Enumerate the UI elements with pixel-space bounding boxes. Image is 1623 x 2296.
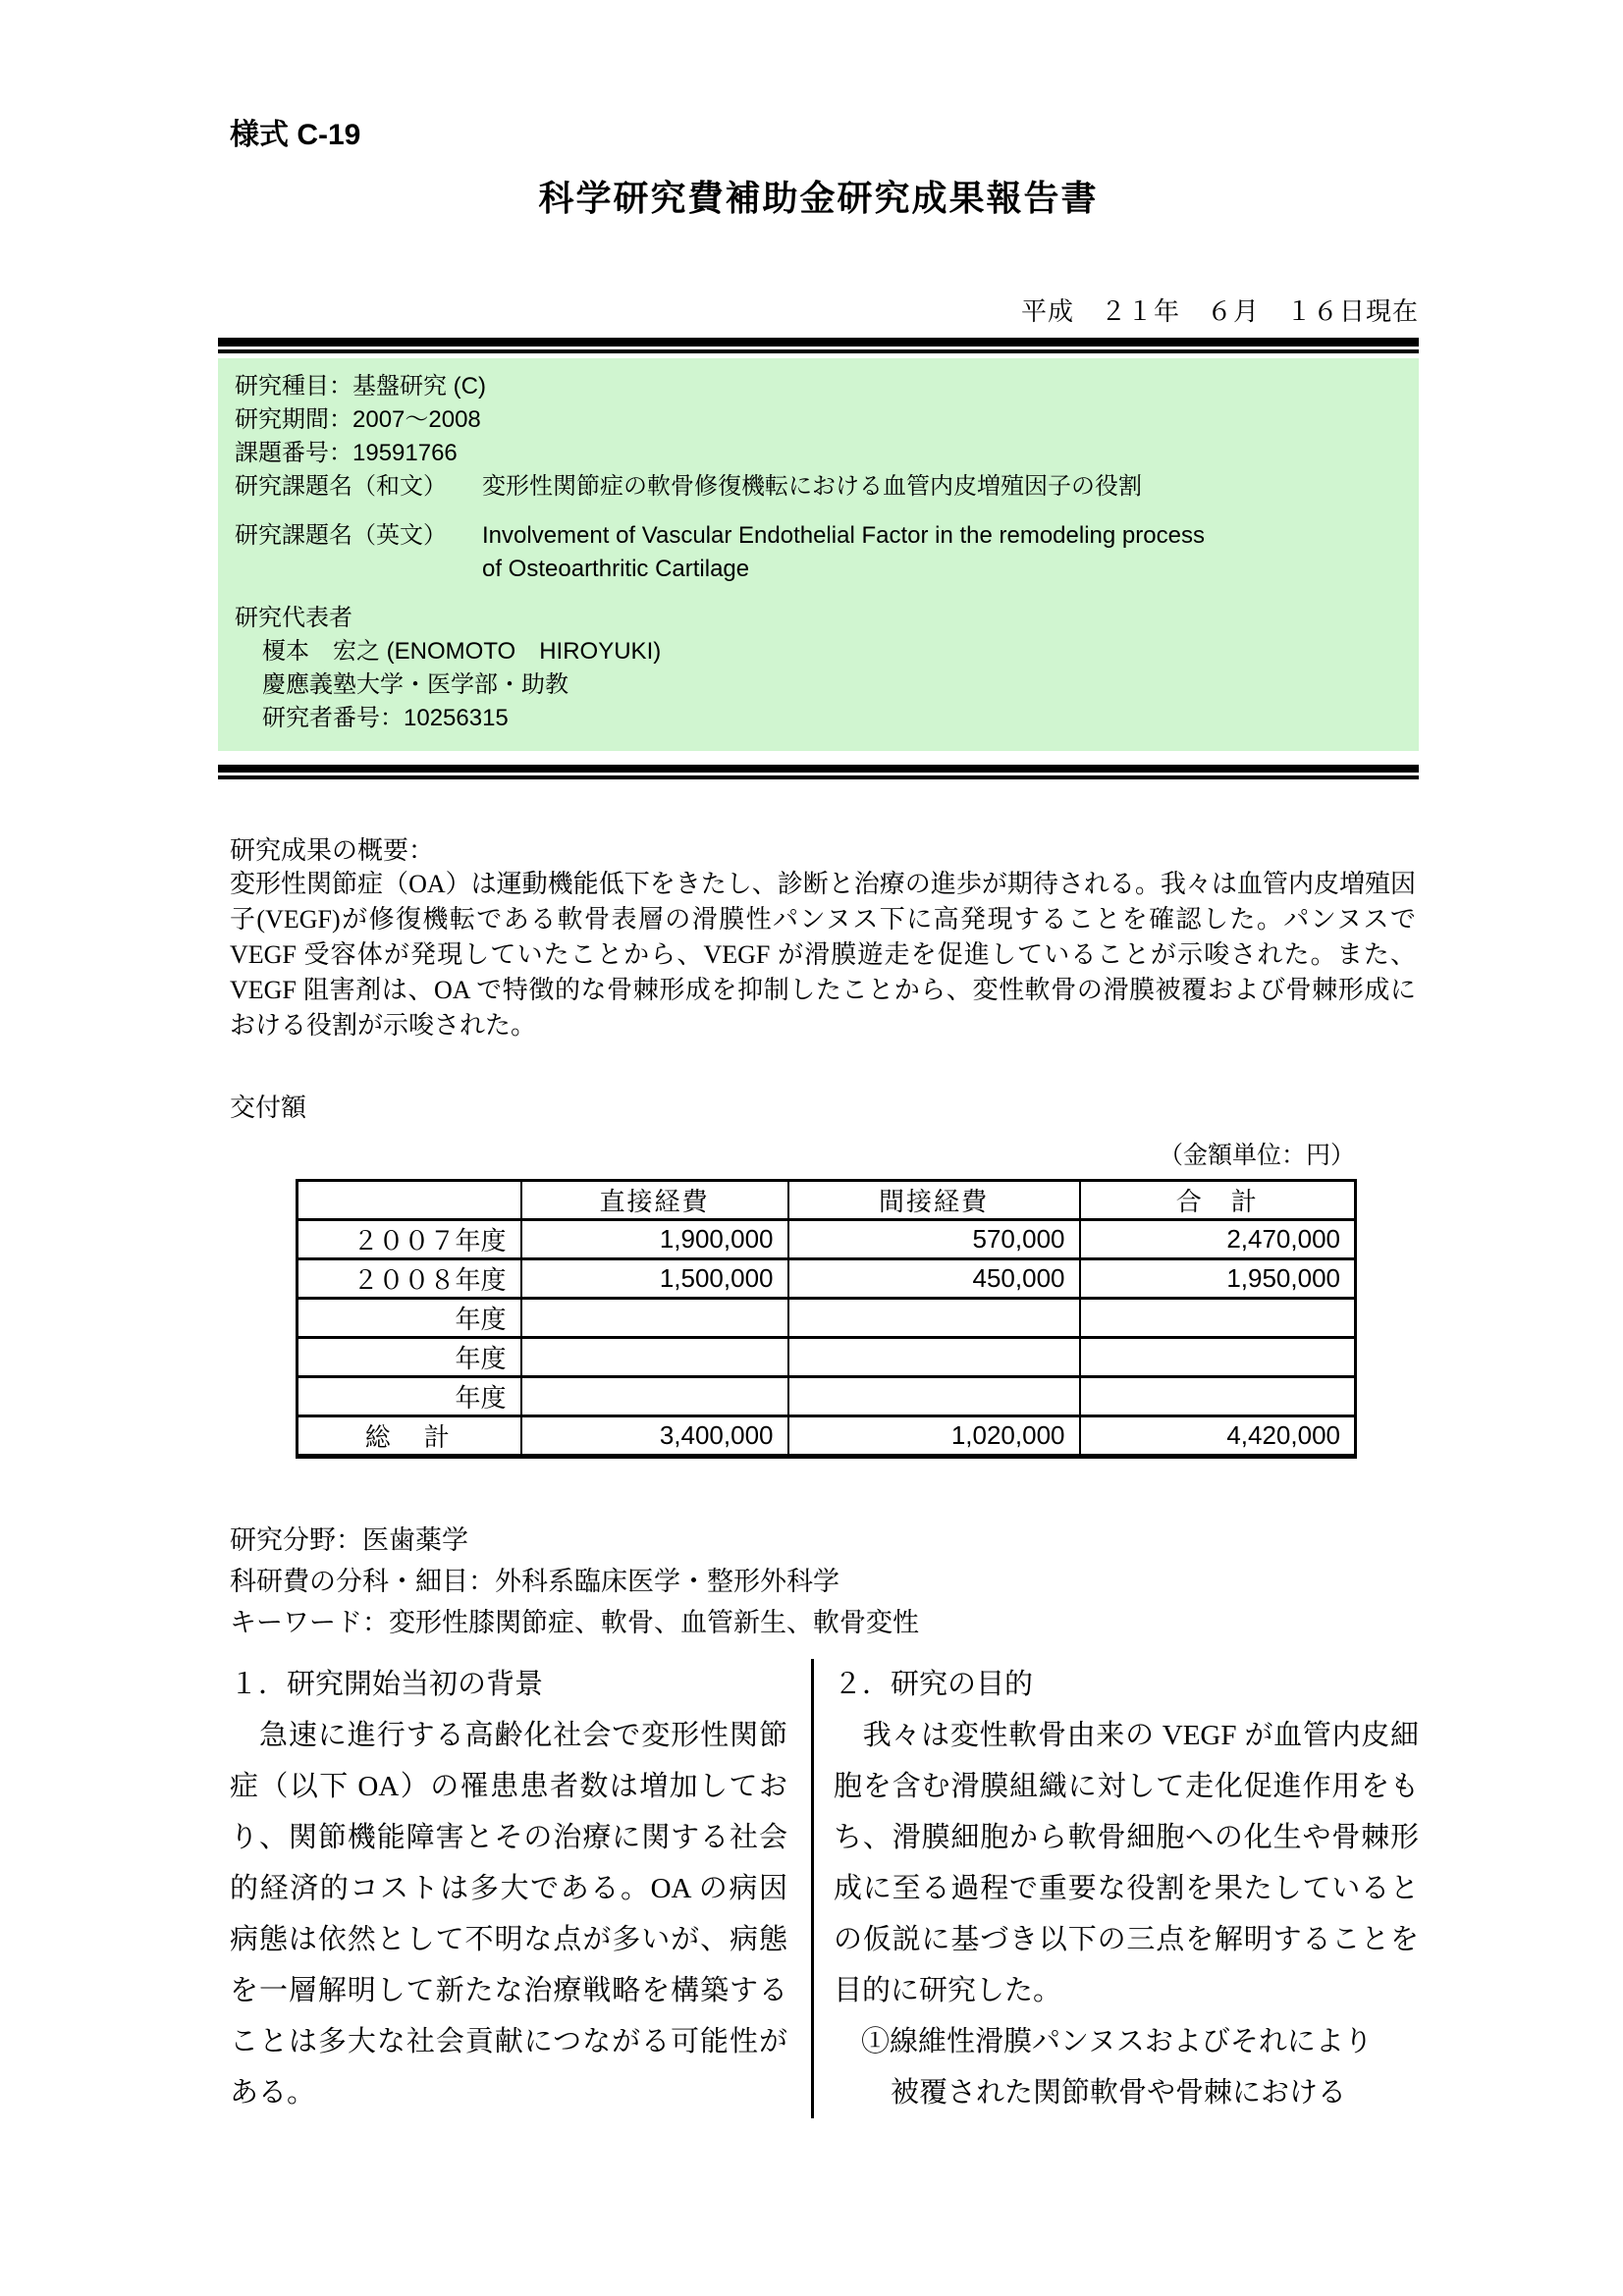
grant-indirect-cell [788, 1377, 1080, 1416]
grant-total-cell: 4,420,000 [1080, 1416, 1356, 1457]
grant-indirect-cell: 570,000 [788, 1220, 1080, 1259]
grant-col-header-total: 合 計 [1080, 1181, 1356, 1220]
pi-affiliation: 慶應義塾大学・医学部・助教 [262, 671, 568, 698]
grant-unit-note: （金額単位：円） [1158, 1143, 1355, 1169]
meta-block [218, 1520, 1419, 1643]
grant-direct-cell [521, 1377, 788, 1416]
form-code-label: 様式 C-19 [230, 119, 361, 151]
purpose-item-1: ①線維性滑膜パンヌスおよびそれにより [861, 2026, 1373, 2057]
grant-year-cell: 年度 [298, 1338, 521, 1377]
grant-row-empty-3 [298, 1377, 1356, 1416]
grant-heading: 交付額 [230, 1094, 307, 1122]
pi-name: 榎本 宏之 (ENOMOTO HIROYUKI) [262, 638, 662, 665]
background-body: 急速に進行する高齢化社会で変形性関節症（以下 OA）の罹患患者数は増加しており、関節機能障害とその治療に関する社会的経済的コストは多大である。OA の病因病態は依然として不明な点が多いが、病態を一層解明して新たな治療戦略を構築することは多大な社会貢献につながる可能性がある。 [230, 1720, 787, 2109]
rule-thick-line [218, 338, 1419, 347]
grant-total-cell [1080, 1299, 1356, 1338]
title-ja-row [235, 470, 1399, 504]
grant-direct-cell [521, 1299, 788, 1338]
background-heading: １．研究開始当初の背景 [230, 1669, 544, 1700]
grant-row-total [298, 1416, 1356, 1457]
grant-total-cell: 2,470,000 [1080, 1220, 1356, 1259]
grant-row-empty-2 [298, 1338, 1356, 1377]
purpose-body: 我々は変性軟骨由来の VEGF が血管内皮細胞を含む滑膜組織に対して走化促進作用をもち、滑膜細胞から軟骨細胞への化生や骨棘形成に至る過程で重要な役割を果たしているとの仮説に基づき以下の三点を解明することを目的に研究した。 [834, 1720, 1419, 2006]
grant-row-2008 [298, 1259, 1356, 1299]
document-title: 科学研究費補助金研究成果報告書 [538, 178, 1099, 218]
grant-total-cell [1080, 1338, 1356, 1377]
grant-direct-cell: 3,400,000 [521, 1416, 788, 1457]
grant-indirect-cell [788, 1299, 1080, 1338]
top-double-rule [218, 338, 1419, 353]
summary-body: 変形性関節症（OA）は運動機能低下をきたし、診断と治療の進歩が期待される。我々は血管内皮増殖因子(VEGF)が修復機転である軟骨表層の滑膜性パンヌス下に高発現することを確認した。パンヌスで VEGF 受容体が発現していたことから、VEGF が滑膜遊走を促進していることが示唆された。また、VEGF 阻害剤は、OA で特徴的な骨棘形成を抑制したことから、変性軟骨の滑膜被覆および骨棘形成における役割が示唆された。 [230, 870, 1416, 1040]
grant-year-cell: 総 計 [298, 1416, 521, 1457]
grant-direct-cell: 1,900,000 [521, 1220, 788, 1259]
grant-year-cell: ２００８年度 [298, 1259, 521, 1299]
research-type-line: 研究種目：基盤研究 (C) [235, 373, 486, 400]
report-date: 平成 ２１年 ６月 １６日現在 [1020, 297, 1419, 326]
section-subfield-line: 科研費の分科・細目：外科系臨床医学・整形外科学 [230, 1567, 839, 1596]
purpose-heading: ２．研究の目的 [834, 1669, 1034, 1700]
document-content [218, 0, 1419, 2118]
title-ja-label: 研究課題名（和文） [235, 473, 447, 500]
grant-col-header-direct: 直接経費 [521, 1181, 788, 1220]
grant-total-cell [1080, 1377, 1356, 1416]
background-section [218, 1659, 811, 2118]
title-en-row [235, 519, 1399, 586]
research-period-line: 研究期間：2007～2008 [235, 406, 481, 433]
pi-heading: 研究代表者 [235, 605, 352, 631]
keywords-line: キーワード：変形性膝関節症、軟骨、血管新生、軟骨変性 [230, 1608, 919, 1637]
rule-thin-line [218, 775, 1419, 779]
grant-row-2007 [298, 1220, 1356, 1259]
info-box [218, 358, 1419, 751]
summary-heading: 研究成果の概要： [230, 836, 435, 865]
title-en-label: 研究課題名（英文） [235, 522, 447, 549]
grant-direct-cell: 1,500,000 [521, 1259, 788, 1299]
research-field-line: 研究分野：医歯薬学 [230, 1525, 468, 1555]
pi-number: 研究者番号：10256315 [262, 705, 509, 731]
title-en-line2: of Osteoarthritic Cartilage [482, 556, 750, 582]
title-en-line1: Involvement of Vascular Endothelial Factor in the remodeling process [482, 522, 1205, 549]
grant-table [296, 1179, 1357, 1459]
grant-indirect-cell: 450,000 [788, 1259, 1080, 1299]
purpose-item-1-continued: 被覆された関節軟骨や骨棘における [891, 2077, 1347, 2109]
grant-indirect-cell: 1,020,000 [788, 1416, 1080, 1457]
bottom-double-rule [218, 765, 1419, 779]
two-column-section [218, 1659, 1419, 2118]
grant-indirect-cell [788, 1338, 1080, 1377]
grant-col-header-year [298, 1181, 521, 1220]
grant-year-cell: 年度 [298, 1299, 521, 1338]
grant-year-cell: 年度 [298, 1377, 521, 1416]
project-number-line: 課題番号：19591766 [235, 440, 458, 466]
title-en-value [482, 519, 1399, 586]
grant-row-empty-1 [298, 1299, 1356, 1338]
grant-year-cell: ２００７年度 [298, 1220, 521, 1259]
rule-thin-line [218, 349, 1419, 353]
grant-direct-cell [521, 1338, 788, 1377]
grant-col-header-indirect: 間接経費 [788, 1181, 1080, 1220]
rule-thick-line [218, 765, 1419, 773]
purpose-section [811, 1659, 1419, 2118]
grant-total-cell: 1,950,000 [1080, 1259, 1356, 1299]
title-ja-value: 変形性関節症の軟骨修復機転における血管内皮増殖因子の役割 [482, 473, 1142, 500]
grant-header-row [298, 1181, 1356, 1220]
